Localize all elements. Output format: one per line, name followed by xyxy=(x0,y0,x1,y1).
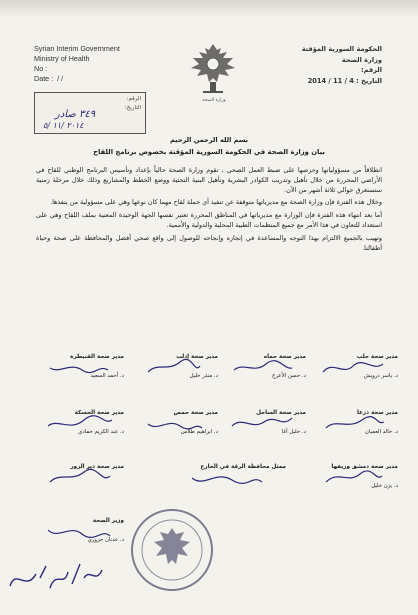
signature-block xyxy=(44,464,124,483)
header-ar-government: الحكومة السورية المؤقتة xyxy=(301,45,382,53)
signatory-name: د. خليل آغا xyxy=(281,429,306,435)
header-en-government: Syrian Interim Government xyxy=(34,44,120,53)
signatory-title: مدير صحة حماه xyxy=(263,354,306,360)
signatory-name: د. منذر خليل xyxy=(189,373,218,379)
handwritten-signature xyxy=(44,358,114,378)
handwritten-signature xyxy=(138,358,208,378)
signatory-name: د. عبد الكريم حمادي xyxy=(78,429,124,435)
ministry-seal-stamp xyxy=(128,506,216,594)
handwritten-date-scribble xyxy=(6,548,106,598)
signatory-title: ممثل محافظة الرقة في الخارج xyxy=(200,464,286,470)
signature-block xyxy=(318,354,398,380)
signatory-name: د. يزن خليل xyxy=(371,483,398,489)
paragraph: وخلال هذه الفترة فإن وزارة الصحة مع مديرياتها متوقفة عن تنفيذ أي حملة لقاح مهما كان نوعها وهي على مسؤولية من ينفذها. xyxy=(50,198,382,207)
stamp-number-value: ٣٤٩ صادر xyxy=(55,109,96,120)
handwritten-signature xyxy=(226,358,296,378)
handwritten-signature xyxy=(226,414,296,434)
handwritten-signature xyxy=(318,468,388,488)
emblem-caption: وزارة الصحة xyxy=(202,98,226,103)
signatory-title: مدير صحة الحسكة xyxy=(74,410,124,416)
signatory-title: مدير صحة الساحل xyxy=(256,410,306,416)
signature-block xyxy=(44,354,124,380)
paragraph: انطلاقاً من مسؤولياتها وحرصها على ضبط العمل الصحي , تقوم وزارة الصحة حالياً بإعداد وتأسيس البرنامج الوطني للقاح في الأراضي المحررة من خلال تأهيل وتدريب الكوادر البشرية وتأهيل البنية التحتية ووضع الخطط والمشاريع وذلك خلال مرحلة زمنية ستستغرق حوالي ثلاثة أشهر من الآن. xyxy=(36,166,382,194)
handwritten-signature xyxy=(138,414,208,434)
signature-block xyxy=(226,354,306,380)
signatory-name: د. عدنان حزوري xyxy=(87,537,124,543)
header-ar-ministry: وزارة الصحة xyxy=(341,55,382,64)
handwritten-signature xyxy=(318,358,388,378)
statement-title: بيان وزارة الصحة في الحكومة السورية المؤقتة بخصوص برنامج اللقاح xyxy=(93,148,325,156)
signature-block xyxy=(44,410,124,436)
signatory-title: مدير صحة حلب xyxy=(356,354,398,360)
paragraph: أما بعد انتهاء هذه الفترة فإن الوزارة مع مديرياتها في المناطق المحررة تعتبر نفسها الجهة الوحيدة المعنية بملف اللقاح وهي على استعداد للتعاون في هذا الأمر مع جميع المنظمات الطبية المحلية والدولية والأممية. xyxy=(36,211,382,229)
signatory-title: مدير صحة إدلب xyxy=(176,354,218,360)
signatory-title: مدير صحة دير الزور xyxy=(70,464,124,470)
signature-block xyxy=(318,464,398,490)
stamp-date-value: ٢٠١٤ /١١ /٥ xyxy=(43,121,84,130)
signature-block xyxy=(138,410,218,436)
statement-body xyxy=(36,166,382,256)
header-en-date xyxy=(34,74,120,84)
paragraph: وتهيب بالجميع الالتزام بهذا التوجه والمساعدة في إنجازه وإنجاحه للوصول إلى واقع صحي أفضل والمحافظة على صحة وحياة أطفالنا. xyxy=(36,233,382,252)
signatory-title: مدير صحة حمص xyxy=(173,410,218,416)
stamp-number-label: الرقم: xyxy=(126,96,141,102)
handwritten-signature xyxy=(318,414,388,434)
eagle-emblem-icon xyxy=(185,38,241,98)
header-ar-no: الرقم: xyxy=(361,66,382,74)
header-ar-date: التاريخ : 4 / 11 / 2014 xyxy=(307,76,382,85)
handwritten-signature xyxy=(186,468,266,490)
signatory-title: وزير الصحة xyxy=(92,518,124,524)
signatory-name: د. خالد العميان xyxy=(364,429,398,435)
signatory-title: مدير صحة القنيطرة xyxy=(70,354,124,360)
page-shadow xyxy=(0,0,418,18)
signatory-title: مدير صحة درعا xyxy=(356,410,398,416)
signatory-name: د. حسن الأعرج xyxy=(271,373,306,379)
minister-signature-block xyxy=(44,518,124,544)
header-en-date-label: Date : xyxy=(34,74,54,83)
header-en-ministry: Ministry of Health xyxy=(34,54,90,63)
stamp-date-label: التاريخ: xyxy=(124,105,141,111)
signatory-name: د. أحمد السعيد xyxy=(90,373,124,379)
header-en-date-value: / / xyxy=(57,74,64,83)
signature-block xyxy=(226,410,306,436)
header-arabic xyxy=(262,44,382,86)
signatory-name: د. ابراهيم طلاس xyxy=(180,429,218,435)
handwritten-signature xyxy=(44,522,114,542)
basmala: بسم الله الرحمن الرحيم xyxy=(169,136,249,144)
handwritten-signature xyxy=(44,468,114,488)
header-en-no: No : xyxy=(34,64,48,73)
signature-block xyxy=(186,464,286,483)
header-english xyxy=(34,44,120,84)
signature-block xyxy=(138,354,218,380)
signature-block xyxy=(318,410,398,436)
signatory-title: مدير صحة دمشق وريفها xyxy=(331,464,398,470)
registration-stamp xyxy=(34,92,146,134)
signatory-name: د. ياسر درويش xyxy=(363,373,398,379)
handwritten-signature xyxy=(44,414,114,434)
